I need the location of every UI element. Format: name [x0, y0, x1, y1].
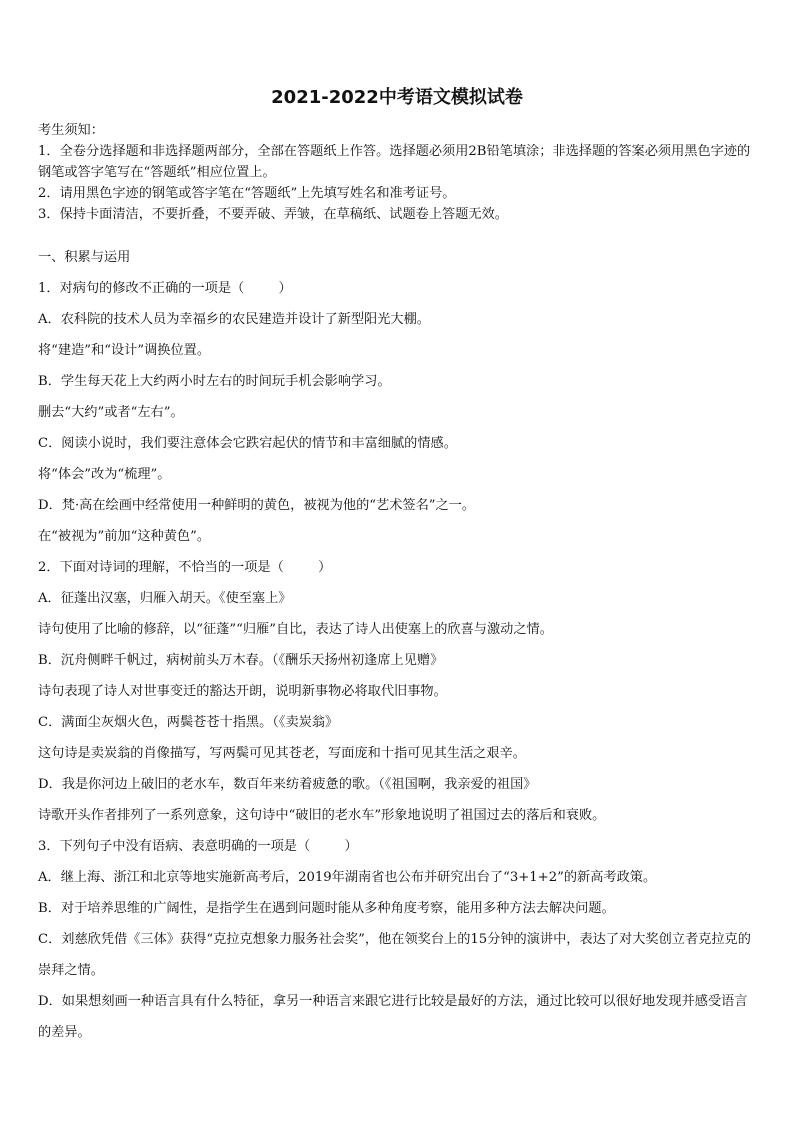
option-b: B．沉舟侧畔千帆过，病树前头万木春。（《酬乐天扬州初逢席上见赠》	[38, 653, 444, 668]
option-c: C．刘慈欣凭借《三体》获得“克拉克想象力服务社会奖”，他在领奖台上的15分钟的演讲中，表达了对大奖创立者克拉克的崇拜之情。	[38, 932, 751, 978]
option-c-note: 将“体会”改为“梳理”。	[38, 467, 171, 482]
question-section	[38, 242, 758, 1048]
option-d-note: 在“被视为”前加“这种黄色”。	[38, 529, 211, 544]
option-a-note: 将“建造”和“设计”调换位置。	[38, 343, 211, 358]
question-stem-text: 2．下面对诗词的理解，不恰当的一项是（	[38, 560, 284, 575]
notice-item: 1．全卷分选择题和非选择题两部分，全部在答题纸上作答。选择题必须用2B铅笔填涂；非选择题的答案必须用黑色字迹的钢笔或答字笔写在“答题纸”相应位置上。	[38, 144, 751, 180]
option-d: D．如果想刻画一种语言具有什么特征，拿另一种语言来跟它进行比较是最好的方法，通过比较可以很好地发现并感受语言的差异。	[38, 994, 748, 1040]
option-c: C．满面尘灰烟火色，两鬓苍苍十指黑。（《卖炭翁》	[38, 715, 339, 730]
document-title: 2021-2022中考语文模拟试卷	[271, 87, 523, 108]
option-c-note: 这句诗是卖炭翁的肖像描写，写两鬓可见其苍老，写面庞和十指可见其生活之艰辛。	[38, 746, 526, 761]
option-b: B．对于培养思维的广阔性，是指学生在遇到问题时能从多种角度考察，能用多种方法去解决问题。	[38, 901, 615, 916]
question-stem-end: ）	[344, 839, 358, 854]
question-stem	[38, 273, 758, 304]
option-b-note: 删去“大约”或者“左右”。	[38, 405, 184, 420]
exam-notice	[38, 120, 758, 225]
notice-heading: 考生须知：	[38, 123, 104, 138]
question-stem	[38, 552, 758, 583]
question-stem	[38, 831, 758, 862]
option-b-note: 诗句表现了诗人对世事变迁的豁达开朗，说明新事物必将取代旧事物。	[38, 684, 447, 699]
option-a: A．继上海、浙江和北京等地实施新高考后，2019年湖南省也公布并研究出台了“3+1+2”的新高考政策。	[38, 870, 657, 885]
question-stem-text: 3．下列句子中没有语病、表意明确的一项是（	[38, 839, 311, 854]
question-stem-text: 1．对病句的修改不正确的一项是（	[38, 281, 245, 296]
option-c: C．阅读小说时，我们要注意体会它跌宕起伏的情节和丰富细腻的情感。	[38, 436, 457, 451]
question-stem-end: ）	[318, 560, 332, 575]
option-a-note: 诗句使用了比喻的修辞，以“征蓬”“归雁”自比，表达了诗人出使塞上的欣喜与激动之情。	[38, 622, 553, 637]
option-d: D．我是你河边上破旧的老水车，数百年来纺着疲惫的歌。（《祖国啊，我亲爱的祖国》	[38, 777, 537, 792]
section-title: 一、积累与运用	[38, 250, 131, 265]
notice-item: 3．保持卡面清洁，不要折叠，不要弄破、弄皱，在草稿纸、试题卷上答题无效。	[38, 207, 508, 222]
option-d: D．梵·高在绘画中经常使用一种鲜明的黄色，被视为他的“艺术签名”之一。	[38, 498, 476, 513]
option-a: A．征蓬出汉塞，归雁入胡天。《使至塞上》	[38, 591, 292, 606]
question-stem-end: ）	[278, 281, 292, 296]
option-a: A．农科院的技术人员为幸福乡的农民建造并设计了新型阳光大棚。	[38, 312, 430, 327]
notice-item: 2．请用黑色字迹的钢笔或答字笔在“答题纸”上先填写姓名和准考证号。	[38, 186, 456, 201]
option-b: B．学生每天花上大约两小时左右的时间玩手机会影响学习。	[38, 374, 391, 389]
option-d-note: 诗歌开头作者排列了一系列意象，这句诗中“破旧的老水车”形象地说明了祖国过去的落后和衰败。	[38, 808, 606, 823]
